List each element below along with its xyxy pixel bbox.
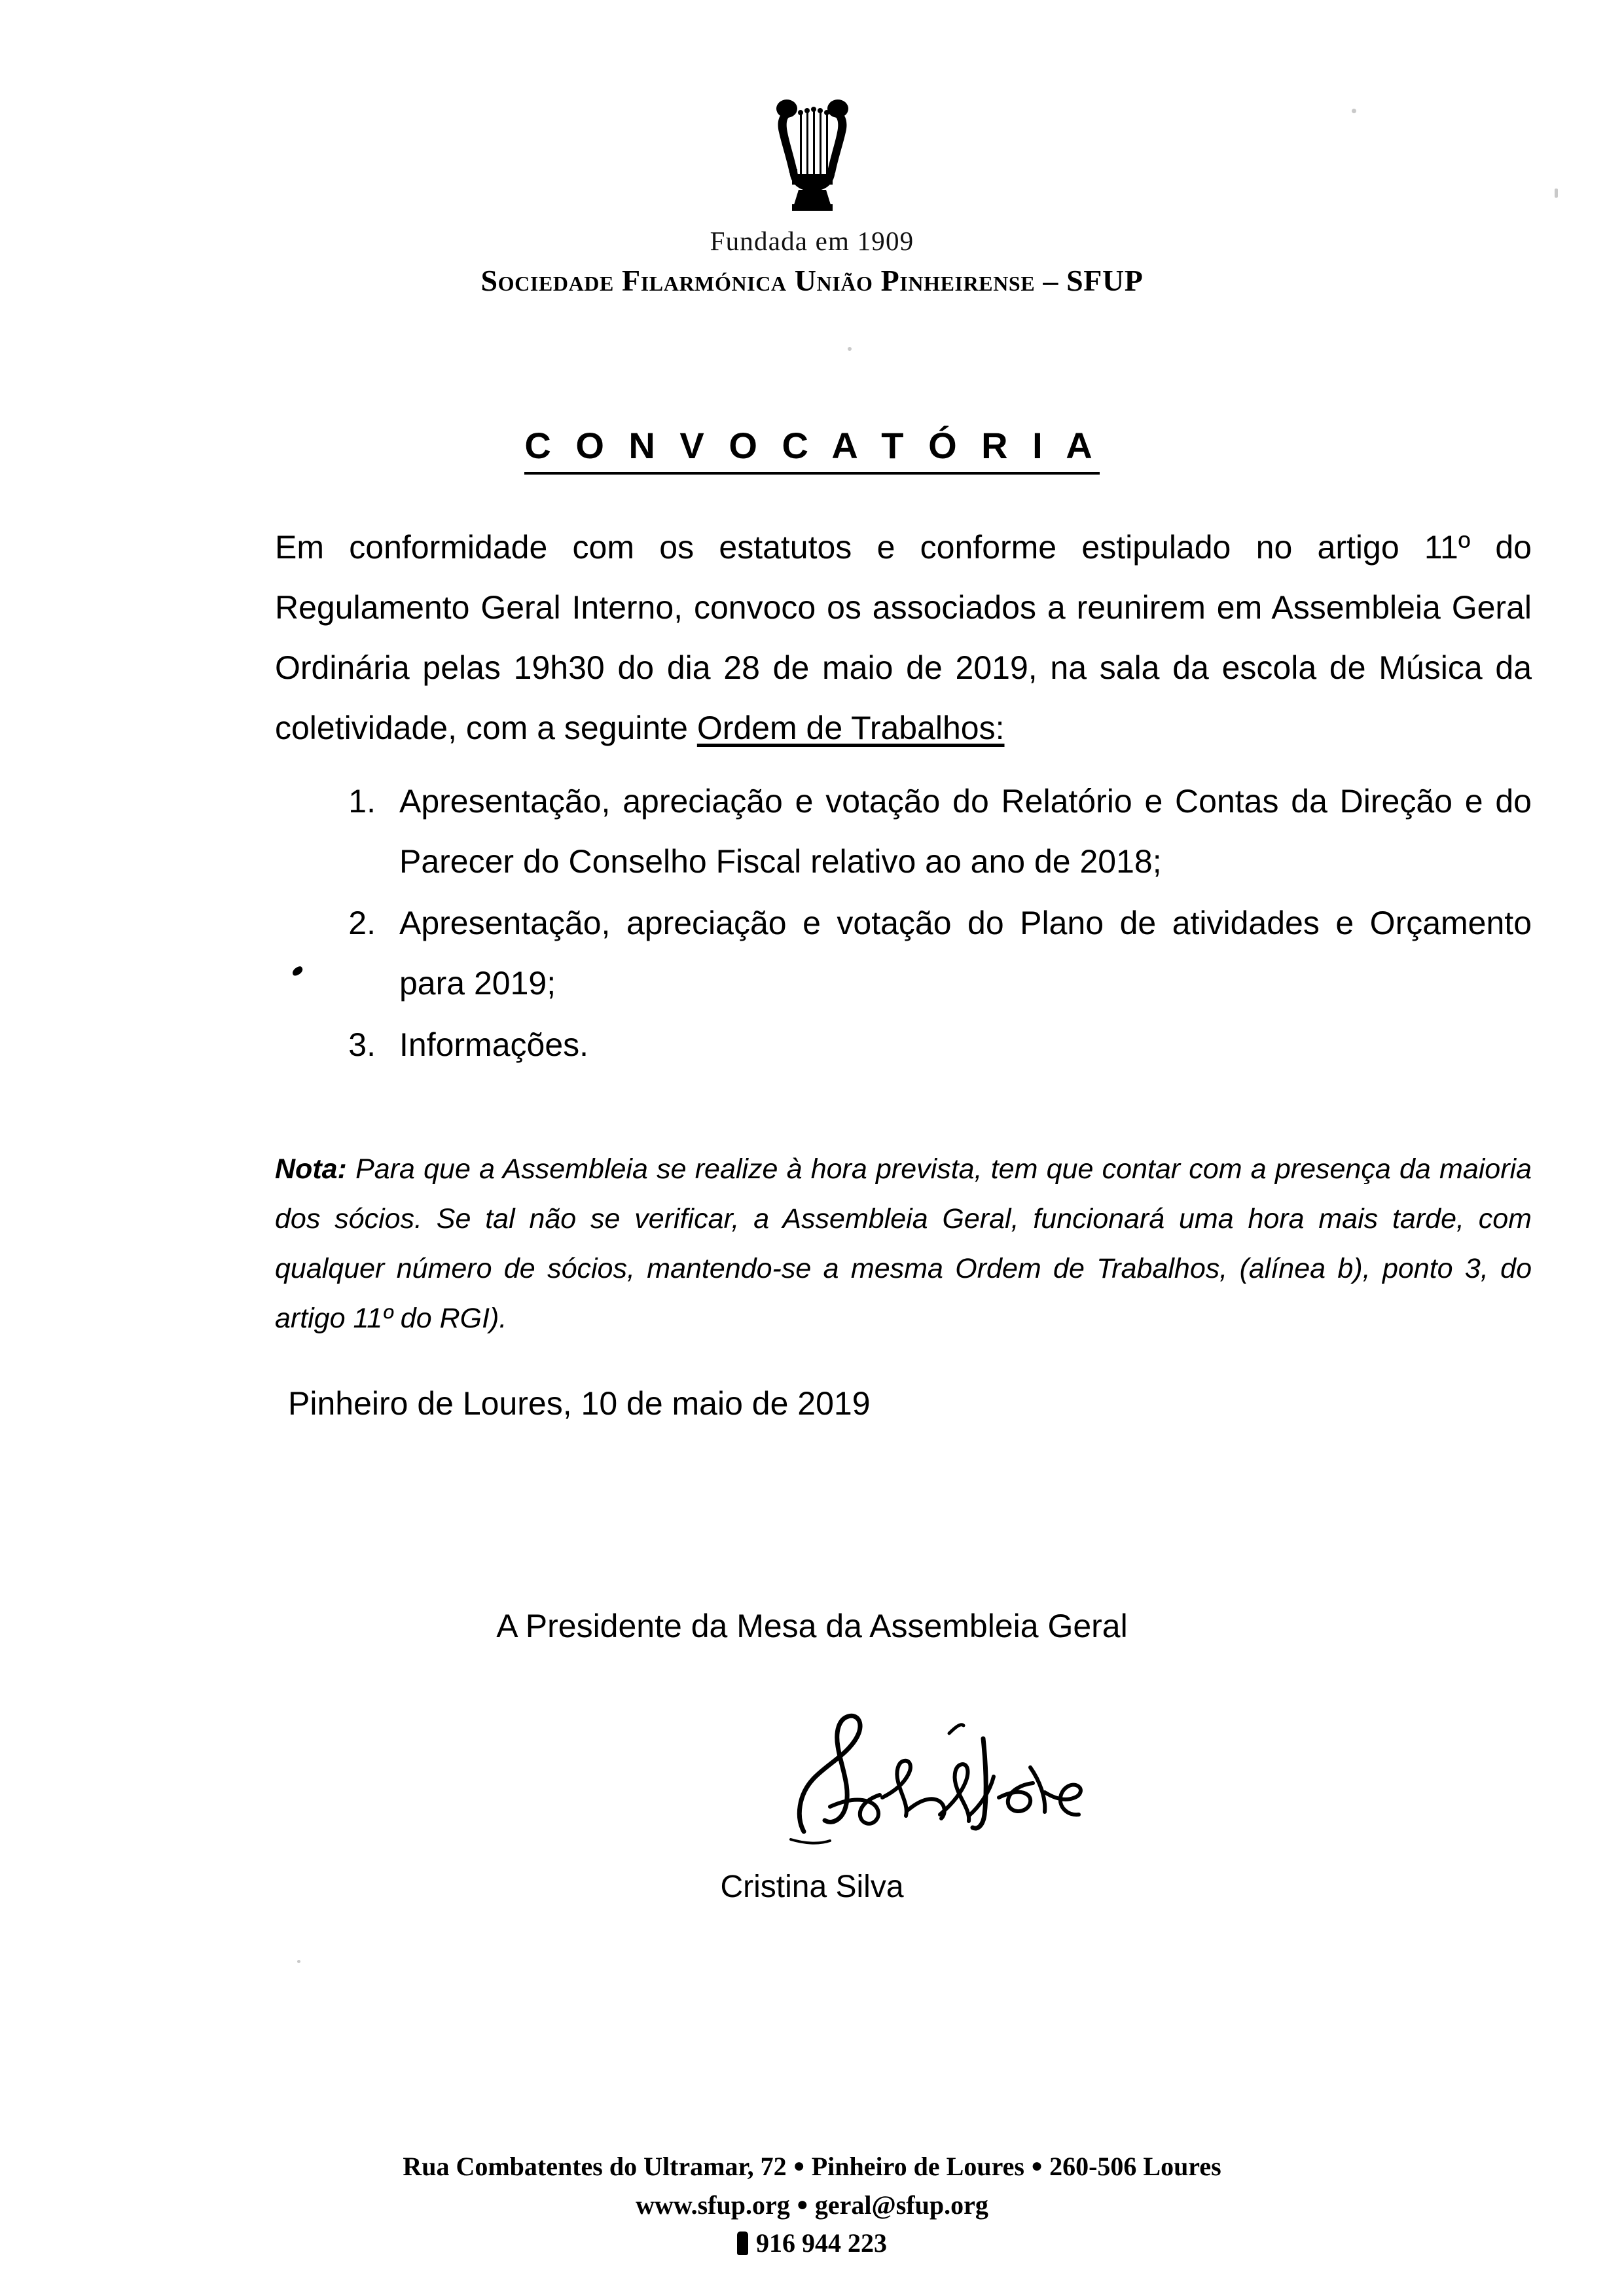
signer-name: Cristina Silva: [720, 1870, 904, 1904]
agenda-item: [327, 771, 1532, 892]
ink-smudge: [291, 966, 304, 977]
agenda-item-text: Informações.: [399, 1026, 589, 1063]
footer-address-line: [0, 2147, 1624, 2186]
agenda-item: [327, 893, 1532, 1013]
scan-speckle: [848, 347, 852, 351]
intro-paragraph: [275, 517, 1532, 758]
agenda-item: [327, 1015, 1532, 1075]
intro-paragraph-block: [275, 517, 1532, 758]
letterhead: [0, 92, 1624, 298]
bullet-separator-icon: ●: [793, 2155, 805, 2177]
agenda-item-number: 3.: [348, 1026, 376, 1063]
founded-year-text: Fundada em 1909: [710, 226, 914, 256]
footer-phone-number: 916 944 223: [756, 2228, 887, 2258]
agenda-item-number: 2.: [348, 905, 376, 941]
bullet-separator-icon: ●: [1030, 2155, 1043, 2177]
agenda-heading-underlined: Ordem de Trabalhos:: [696, 710, 1005, 746]
note-block: [275, 1144, 1532, 1343]
bullet-separator-icon: ●: [796, 2194, 808, 2215]
organization-name: Sociedade Filarmónica União Pinheirense – SFUP: [480, 264, 1144, 297]
footer-postal-code: 260-506 Loures: [1049, 2152, 1221, 2181]
place-and-date: Pinheiro de Loures, 10 de maio de 2019: [288, 1385, 871, 1422]
footer-contact-line: [0, 2186, 1624, 2224]
note-text: Para que a Assembleia se realize à hora prevista, tem que contar com a presença da maioria dos sócios. Se tal não se verificar, a Assembleia Geral, funcionará uma hora mais tarde, com qualquer número de sócios, mantendo-se a mesma Ordem de Trabalhos, (alínea b), ponto 3, do artigo 11º do RGI).: [275, 1153, 1532, 1334]
intro-text: Em conformidade com os estatutos e conforme estipulado no artigo 11º do Regulamento Geral Interno, convoco os associados a reunirem em Assembleia Geral Ordinária pelas 19h30 do dia 28 de maio de 2019, na sala da escola de Música da coletividade, com a seguinte: [275, 529, 1532, 746]
footer: [0, 2147, 1624, 2262]
note-label: Nota:: [275, 1153, 347, 1185]
lyre-icon: [770, 92, 855, 216]
agenda-item-text: Apresentação, apreciação e votação do Relatório e Contas da Direção e do Parecer do Conselho Fiscal relativo ao ano de 2018;: [399, 783, 1532, 880]
mobile-phone-icon: [737, 2232, 748, 2255]
footer-website[interactable]: www.sfup.org: [636, 2190, 790, 2220]
footer-email[interactable]: geral@sfup.org: [814, 2190, 988, 2220]
page-title: [0, 424, 1624, 467]
footer-town: Pinheiro de Loures: [811, 2152, 1024, 2181]
agenda-item-number: 1.: [348, 783, 376, 820]
footer-street: Rua Combatentes do Ultramar, 72: [403, 2152, 787, 2181]
signer-role: A Presidente da Mesa da Assembleia Geral: [496, 1608, 1128, 1644]
page-title-text: C O N V O C A T Ó R I A: [524, 425, 1099, 475]
agenda-item-text: Apresentação, apreciação e votação do Plano de atividades e Orçamento para 2019;: [399, 905, 1532, 1002]
footer-phone-line: [0, 2224, 1624, 2262]
scan-speckle: [297, 1960, 300, 1963]
agenda-list: [327, 771, 1532, 1076]
handwritten-signature-icon: [753, 1676, 1119, 1859]
